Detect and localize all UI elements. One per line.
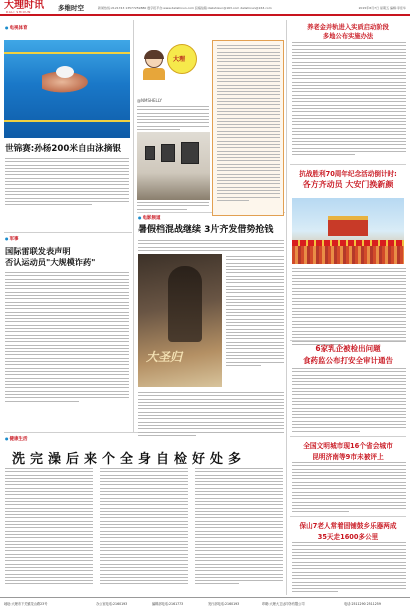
footer-phone: 电话:2511290 2511259	[344, 602, 381, 606]
film-column-label: ● 电影频道	[138, 215, 161, 221]
contact-info: 新闻热线:2121743 13577259880 数字报平台:www.dalishixun.com 投稿信箱:dalishixun@163.com dalishixun@163.com	[98, 6, 272, 10]
footer-office-phone: 办公室电话:2160193	[96, 602, 128, 606]
column-divider	[133, 20, 134, 432]
film-article-body	[226, 256, 284, 368]
cartoon-badge-text: 大理	[173, 56, 186, 63]
author-handle: @NMSHELLY	[137, 98, 162, 103]
military-headline-line2: 否认运动员"大规模诈药"	[5, 257, 96, 267]
baoshan-headline-line1: 保山7老人常着固铺鼓乡乐器两成	[299, 522, 397, 530]
sidebar-box	[212, 40, 284, 216]
baoshan-headline-line2: 35天走1600多公里	[317, 533, 379, 541]
swim-headline: 世锦赛:孙杨200米自由泳摘银	[5, 144, 121, 154]
cartoon-badge	[167, 44, 197, 74]
masthead	[0, 0, 410, 16]
swim-article-body	[5, 158, 129, 207]
movie-poster-title: 大圣归	[146, 350, 183, 364]
newspaper-logo-subtitle: DALI SHIXUN	[6, 10, 31, 14]
pension-headline-line2: 多地公布实施办法	[322, 33, 374, 40]
footer-address: 地址:大理市下关镇龙山路23号	[4, 602, 48, 606]
dairy-headline-line1: 6家乳企被检出问题	[315, 344, 381, 353]
movie-poster	[138, 254, 222, 387]
film-intro	[138, 240, 284, 253]
health-article-col2	[100, 468, 188, 587]
health-headline: 洗完澡后来个全身自检好处多	[12, 452, 247, 467]
footer-printer: 印刷:大理大卫达印务有限公司	[262, 602, 305, 606]
pension-headline-line1: 养老金并轨进入实质启动阶段	[307, 24, 389, 31]
ceremony-article-body	[292, 268, 406, 347]
military-headline-line1: 国际雷联发表声明	[5, 246, 71, 256]
gallery-caption	[137, 202, 209, 212]
film-article-end	[138, 392, 284, 438]
film-headline: 暑假档混战继续 3片齐发借势抢钱	[138, 225, 274, 235]
newspaper-logo: 大理时讯	[4, 0, 44, 11]
health-article-col3	[195, 468, 283, 587]
sidebar-body	[217, 45, 280, 203]
dairy-article-body	[292, 368, 406, 434]
section-title: 多维时空	[58, 4, 84, 12]
cartoon-illustration	[137, 40, 205, 98]
sport-column-label: ● 电视体育	[5, 25, 28, 31]
civil-city-headline-line1: 全国文明城市现16个省会城市	[303, 442, 393, 450]
military-column-label: ● 军事	[5, 236, 19, 242]
swimming-photo	[4, 40, 130, 138]
section-divider	[290, 340, 406, 341]
military-article-body	[5, 272, 129, 404]
issue-date: 2015年8月7日 星期五 编辑:李佳华	[358, 6, 406, 10]
health-column-label: ● 健康生活	[5, 436, 28, 442]
cartoon-girl-icon	[141, 50, 167, 80]
health-article-col1	[5, 468, 93, 587]
tiananmen-photo	[292, 198, 404, 264]
column-divider	[286, 20, 287, 595]
civil-city-article-body	[292, 462, 406, 515]
section-divider	[290, 516, 406, 517]
footer-editorial-phone: 编辑部电话:2161773	[152, 602, 184, 606]
baoshan-article-body	[292, 542, 406, 595]
section-divider	[4, 232, 132, 233]
section-divider	[290, 164, 406, 165]
footer-distribution-phone: 发行部电话:2160193	[208, 602, 240, 606]
ceremony-headline-line1: 抗战胜利70周年纪念活动倒计时:	[299, 170, 397, 178]
dairy-headline-line2: 食药监公布打安全审计通告	[303, 356, 393, 365]
cartoon-article-body	[137, 106, 209, 132]
pension-article-body	[292, 42, 406, 157]
civil-city-headline-line2: 昆明济南等9市未被评上	[312, 453, 384, 461]
gallery-photo	[137, 132, 210, 200]
ceremony-headline-line2: 各方齐动员 大安门换新颜	[302, 180, 394, 189]
section-divider	[290, 436, 406, 437]
page-footer	[0, 597, 410, 607]
